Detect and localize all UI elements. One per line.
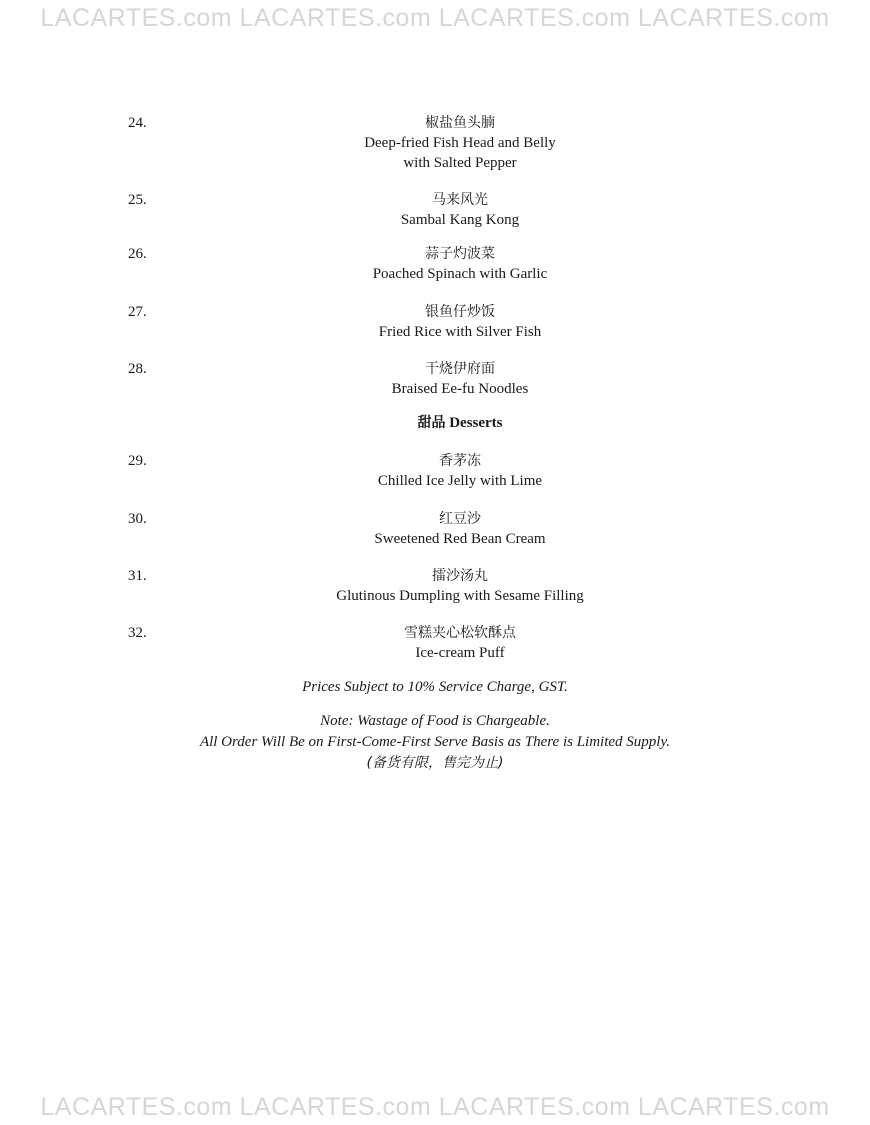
item-name-en: Braised Ee-fu Noodles xyxy=(391,381,529,397)
item-names xyxy=(160,451,760,491)
item-name-cn: 椒盐鱼头腩 xyxy=(425,115,495,131)
item-name-cn: 擂沙汤丸 xyxy=(432,568,488,584)
item-number: 30. xyxy=(128,511,147,527)
supply-note-cn: (备货有限，售完为止) xyxy=(366,755,504,771)
item-number: 27. xyxy=(128,304,147,320)
item-name-en-line2: with Salted Pepper xyxy=(403,155,517,171)
item-name-en: Poached Spinach with Garlic xyxy=(372,266,548,282)
section-heading-desserts xyxy=(160,413,760,433)
price-notice: Prices Subject to 10% Service Charge, GST. xyxy=(302,679,568,695)
item-name-cn: 马来风光 xyxy=(432,192,488,208)
watermark-top: LACARTES.com LACARTES.com LACARTES.com LACARTES.com xyxy=(40,4,830,32)
item-names xyxy=(160,190,760,230)
item-name-en: Fried Rice with Silver Fish xyxy=(378,324,542,340)
item-names xyxy=(160,509,760,549)
item-name-en: Ice-cream Puff xyxy=(415,645,505,661)
item-number: 26. xyxy=(128,246,147,262)
item-names xyxy=(160,244,760,284)
watermark-bottom: LACARTES.com LACARTES.com LACARTES.com LACARTES.com xyxy=(40,1093,830,1121)
item-names xyxy=(160,359,760,399)
item-number: 28. xyxy=(128,361,147,377)
item-number: 32. xyxy=(128,625,147,641)
item-name-cn: 蒜子灼波菜 xyxy=(425,246,495,262)
supply-notice xyxy=(60,711,810,774)
item-name-en: Sambal Kang Kong xyxy=(400,212,520,228)
item-name-en: Chilled Ice Jelly with Lime xyxy=(377,473,543,489)
item-number: 24. xyxy=(128,115,147,131)
item-names xyxy=(160,566,760,606)
item-names xyxy=(160,302,760,342)
section-title-cn: 甜品 xyxy=(417,415,446,431)
item-names xyxy=(160,113,760,173)
item-number: 29. xyxy=(128,453,147,469)
item-name-cn: 雪糕夹心松软酥点 xyxy=(404,625,516,641)
item-number: 25. xyxy=(128,192,147,208)
supply-note: All Order Will Be on First-Come-First Serve Basis as There is Limited Supply. xyxy=(199,734,671,750)
item-name-cn: 红豆沙 xyxy=(439,511,481,527)
item-number: 31. xyxy=(128,568,147,584)
item-name-cn: 香茅冻 xyxy=(439,453,481,469)
item-name-en: Sweetened Red Bean Cream xyxy=(374,531,546,547)
item-name-cn: 银鱼仔炒饭 xyxy=(425,304,495,320)
item-name-en: Deep-fried Fish Head and Belly xyxy=(364,135,556,151)
item-name-en: Glutinous Dumpling with Sesame Filling xyxy=(336,588,584,604)
wastage-note: Note: Wastage of Food is Chargeable. xyxy=(320,713,550,729)
item-names xyxy=(160,623,760,663)
section-title-en: Desserts xyxy=(449,415,503,431)
item-name-cn: 干烧伊府面 xyxy=(425,361,495,377)
